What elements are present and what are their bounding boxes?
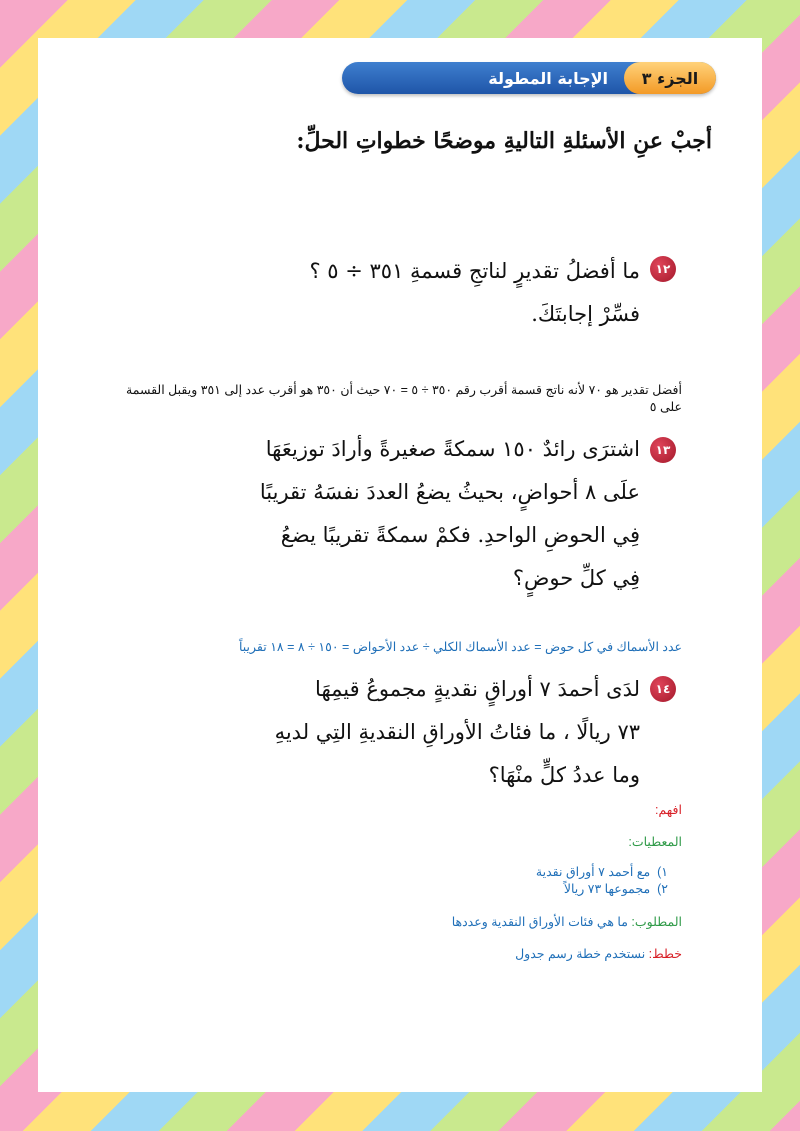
givens-label: المعطيات: <box>628 835 682 849</box>
given-item-text: مجموعها ٧٣ ريالاً <box>563 882 651 896</box>
required-text: ما هي فئات الأوراق النقدية وعددها <box>451 915 628 929</box>
question-14-badge: ١٤ <box>650 676 676 702</box>
instructions: أجبْ عنِ الأسئلةِ التاليةِ موضحًا خطواتِ الحلِّ: <box>296 128 712 154</box>
question-14-text <box>120 668 640 797</box>
required-label: المطلوب: <box>631 915 682 929</box>
given-item-number: ٢) <box>657 882 668 896</box>
question-line: فِي كلِّ حوضٍ؟ <box>512 566 640 590</box>
plan-text: نستخدم خطة رسم جدول <box>515 947 646 961</box>
question-12-text <box>120 250 640 336</box>
question-line: علَى ٨ أحواضٍ، بحيثُ يضعُ العددَ نفسَهُ تقريبًا <box>259 480 640 504</box>
given-item-text: مع أحمد ٧ أوراق نقدية <box>535 865 651 879</box>
question-line: فِي الحوضِ الواحدِ. فكمْ سمكةً تقريبًا يضعُ <box>280 523 640 547</box>
question-13-answer: عدد الأسماك في كل حوض = عدد الأسماك الكلي ÷ عدد الأحواض = ١٥٠ ÷ ٨ = ١٨ تقريباً <box>238 640 682 654</box>
question-line: فسِّرْ إجابتَكَ. <box>531 302 640 326</box>
question-line: لدَى أحمدَ ٧ أوراقٍ نقديةٍ مجموعُ قيمِهَا <box>315 677 640 701</box>
question-line: ما أفضلُ تقديرٍ لناتجِ قسمةِ ٣٥١ ÷ ٥ ؟ <box>309 259 640 283</box>
plan-label: خطط: <box>648 947 682 961</box>
question-line: اشترَى رائدٌ ١٥٠ سمكةً صغيرةً وأرادَ توزيعَهَا <box>265 437 640 461</box>
question-12-badge: ١٢ <box>650 256 676 282</box>
required-line <box>452 914 682 929</box>
question-13-text <box>120 428 640 600</box>
section-title: الإجابة المطولة <box>488 68 608 88</box>
plan-line <box>515 946 682 961</box>
given-item <box>536 864 668 881</box>
given-item-number: ١) <box>657 865 668 879</box>
section-header <box>342 62 716 94</box>
givens-list <box>536 864 668 898</box>
given-item <box>536 881 668 898</box>
question-13-badge: ١٣ <box>650 437 676 463</box>
understand-label: افهم: <box>654 803 682 817</box>
question-12-answer: أفضل تقدير هو ٧٠ لأنه ناتج قسمة أقرب رقم ٣٥٠ ÷ ٥ = ٧٠ حيث أن ٣٥٠ هو أقرب عدد إلى ٣٥١ ويقبل القسمة على ٥ <box>126 383 682 414</box>
question-line: وما عددُ كلٍّ منْهَا؟ <box>488 763 640 787</box>
part-label: الجزء ٣ <box>624 62 716 94</box>
question-line: ٧٣ ريالًا ، ما فئاتُ الأوراقِ النقديةِ التِي لديهِ <box>274 720 640 744</box>
